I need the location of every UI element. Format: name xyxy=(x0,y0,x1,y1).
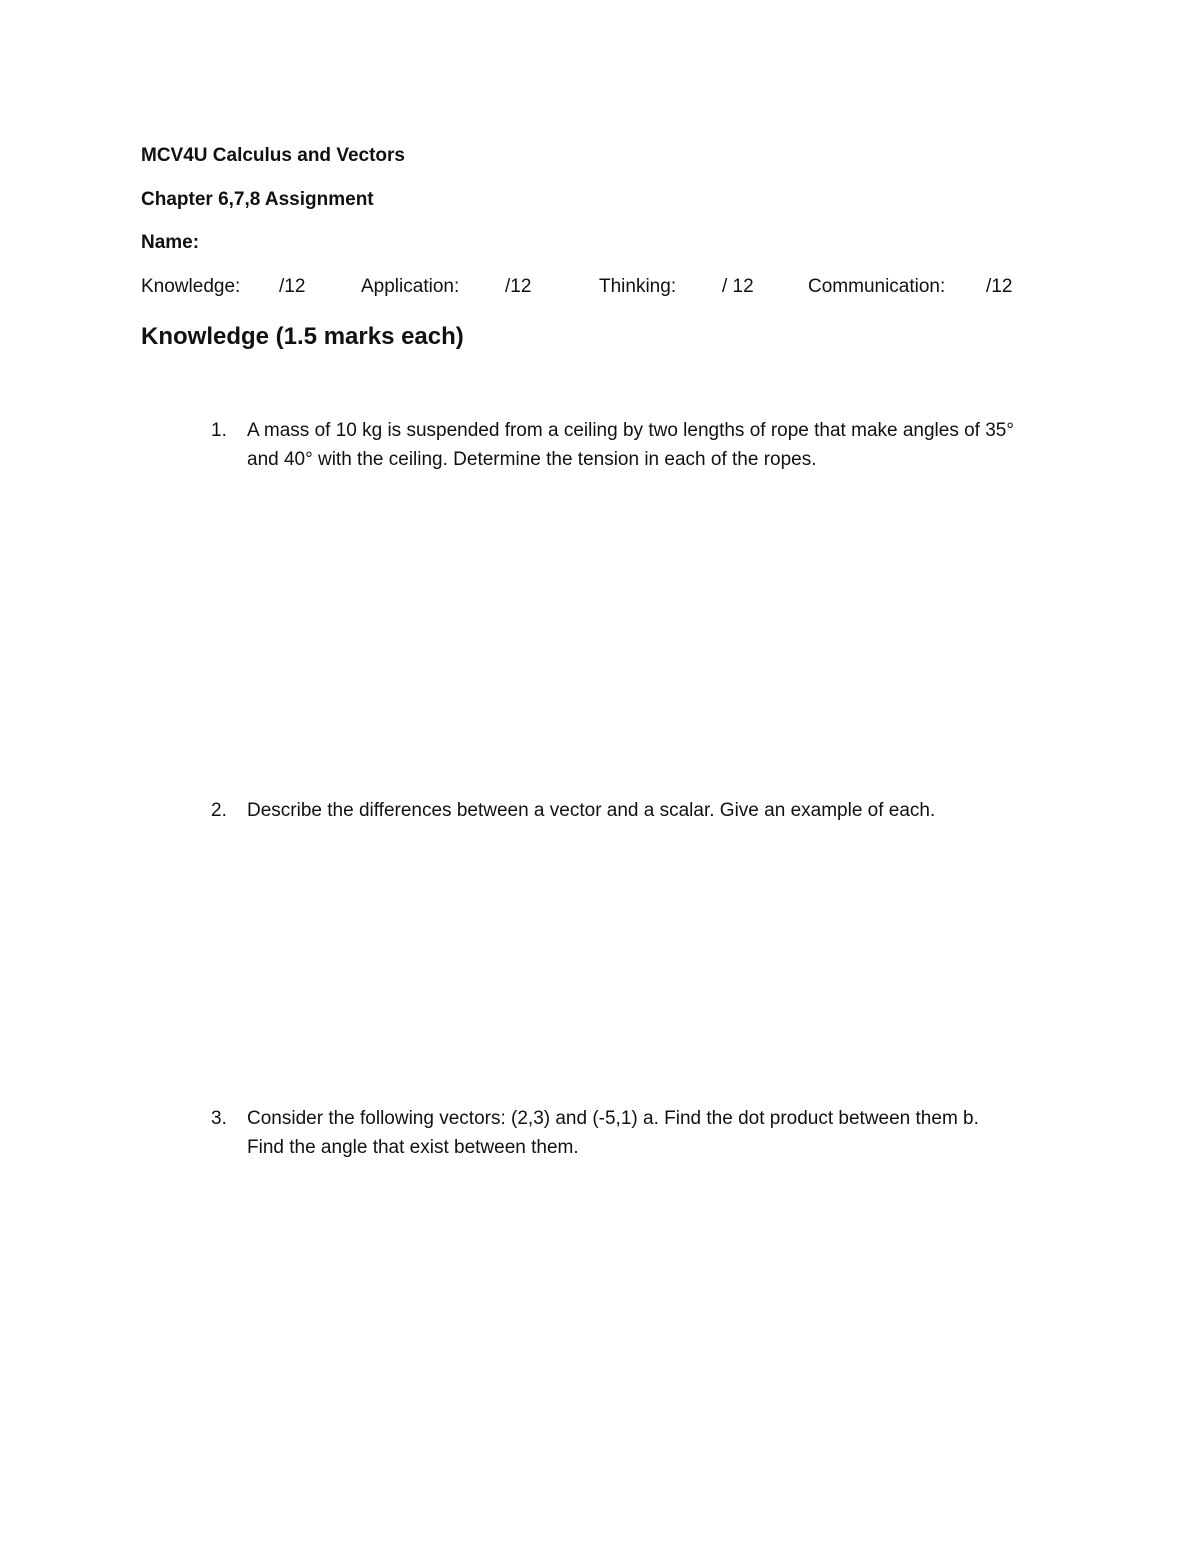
thinking-total: / 12 xyxy=(722,276,754,297)
question-number: 2. xyxy=(211,800,227,821)
question-text-line: Describe the differences between a vector and a scalar. Give an example of each. xyxy=(247,800,936,821)
question-number: 1. xyxy=(211,420,227,441)
application-total: /12 xyxy=(505,276,532,297)
communication-label: Communication: xyxy=(808,276,946,297)
section-heading: Knowledge (1.5 marks each) xyxy=(141,323,464,350)
knowledge-label: Knowledge: xyxy=(141,276,241,297)
course-title: MCV4U Calculus and Vectors xyxy=(141,145,405,166)
application-label: Application: xyxy=(361,276,460,297)
assignment-title: Chapter 6,7,8 Assignment xyxy=(141,189,374,210)
question-text xyxy=(247,796,1047,825)
question-text-line: and 40° with the ceiling. Determine the tension in each of the ropes. xyxy=(247,449,817,470)
question-text xyxy=(247,416,1047,474)
thinking-label: Thinking: xyxy=(599,276,677,297)
score-summary xyxy=(0,275,1200,301)
name-label: Name: xyxy=(141,232,200,253)
communication-total: /12 xyxy=(986,276,1013,297)
question-text-line: Consider the following vectors: (2,3) and (-5,1) a. Find the dot product between them b. xyxy=(247,1108,979,1129)
question-text-line: Find the angle that exist between them. xyxy=(247,1137,579,1158)
question-text xyxy=(247,1104,1047,1162)
question-number: 3. xyxy=(211,1108,227,1129)
question-text-line: A mass of 10 kg is suspended from a ceiling by two lengths of rope that make angles of 35° xyxy=(247,420,1014,441)
knowledge-total: /12 xyxy=(279,276,306,297)
